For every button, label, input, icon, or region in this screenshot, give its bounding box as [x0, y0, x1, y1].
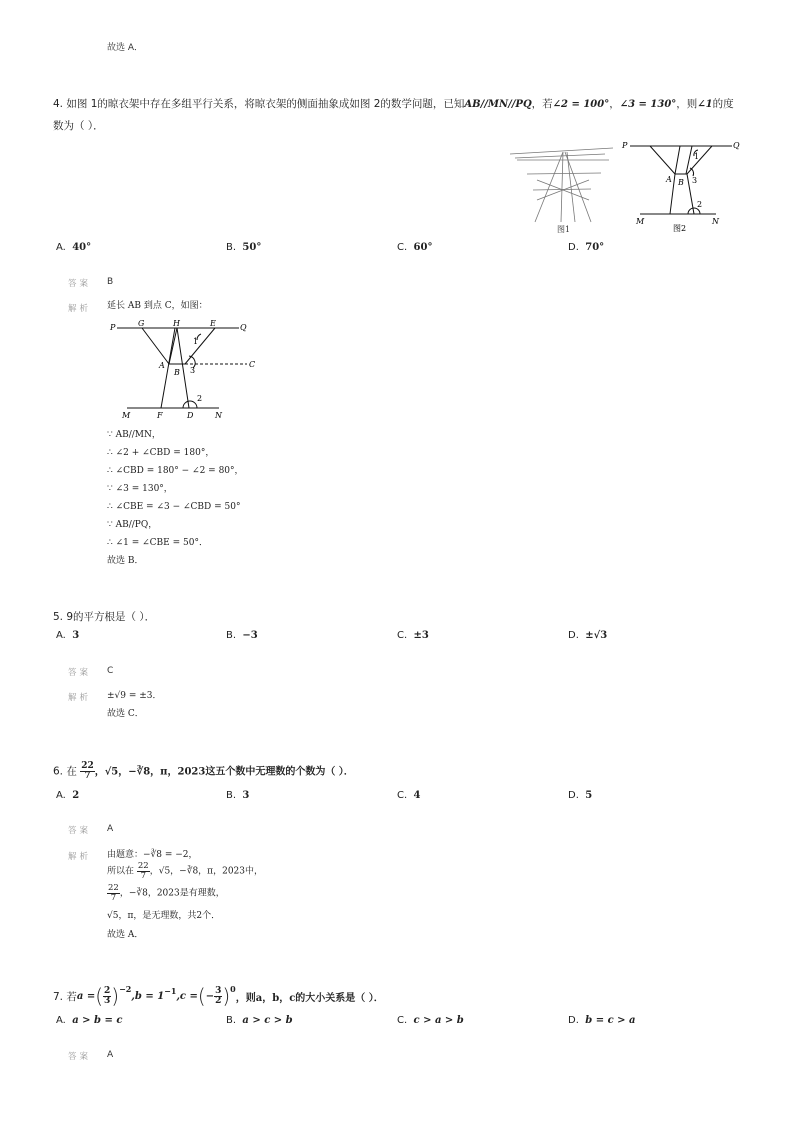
q7-c-exponent: 0 — [230, 984, 236, 994]
q4-stem-line2: 数为（ ）． — [53, 120, 104, 132]
q4-answer-label: 答案 — [68, 279, 92, 289]
q4-fig1-caption: 图1 — [557, 225, 571, 234]
q6-rest: ，√5，−∛8，π，2023这五个数中无理数的个数为（ ）． — [94, 766, 354, 778]
denominator: 7 — [140, 870, 147, 881]
q4-angle2: ∠2 = 100° — [552, 99, 610, 110]
q4-fig2-label-m: M — [636, 217, 645, 226]
q7-b-expr: ,b = 1 — [131, 990, 165, 1002]
solution-line: 故选 C． — [107, 709, 144, 719]
numerator: 2 — [104, 985, 111, 996]
q6-solution-line5: 故选 A． — [107, 930, 144, 940]
sol-label-n: N — [215, 411, 222, 420]
q7-c-expr: ,c = — [176, 990, 198, 1002]
option-key: B. — [226, 1015, 237, 1026]
sol-label-p: P — [110, 323, 116, 332]
numerator: 22 — [137, 861, 149, 871]
solution-line: ∵ ∠3 = 130°， — [107, 484, 173, 494]
sol-label-1: 1 — [193, 337, 199, 346]
q4-text-b: ，若 — [531, 98, 553, 110]
q6-solution-line2 — [107, 862, 263, 881]
option-key: D. — [568, 242, 579, 253]
q6-answer: A — [107, 824, 114, 834]
option-value: −3 — [242, 630, 258, 641]
q4-solution-intro: 延长 AB 到点 C，如图： — [107, 301, 208, 311]
q4-fig2-label-q: Q — [733, 141, 740, 150]
denominator: 3 — [104, 995, 111, 1006]
q7-stem — [53, 984, 384, 1008]
q4-figure2 — [620, 136, 745, 234]
q7-a-fraction — [103, 987, 111, 1006]
sol-label-h: H — [173, 319, 180, 328]
q4-fig2-caption: 图2 — [673, 224, 687, 233]
q5-option-c[interactable] — [397, 630, 429, 641]
q7-option-a[interactable] — [56, 1015, 122, 1026]
q5-stem: 5. 9的平方根是（ ）． — [53, 611, 156, 623]
solution-line: ∴ ∠1 = ∠CBE = 50°． — [107, 538, 208, 548]
option-key: D. — [568, 790, 579, 801]
q4-fig2-label-a: A — [666, 175, 672, 184]
option-value: c > a > b — [413, 1015, 464, 1026]
option-key: C. — [397, 790, 408, 801]
q4-analysis-label: 解析 — [68, 304, 92, 314]
q7-pre: 7. 若 — [53, 990, 77, 1003]
option-key: B. — [226, 242, 237, 253]
option-key: C. — [397, 630, 408, 641]
q4-fig2-label-n: N — [712, 217, 719, 226]
q7-answer: A — [107, 1050, 114, 1060]
q4-sep: ， — [609, 98, 620, 110]
prev-answer-line: 故选 A． — [107, 43, 144, 53]
q6-pre: 6. 在 — [53, 765, 77, 778]
sol-text: ，−∛8，2023是有理数， — [119, 888, 225, 899]
q6-option-d[interactable] — [568, 790, 592, 801]
numerator: 22 — [108, 883, 119, 893]
q6-option-b[interactable] — [226, 790, 249, 801]
q5-solution — [107, 687, 162, 723]
denominator: 2 — [215, 995, 222, 1006]
option-key: A. — [56, 790, 66, 801]
q5-answer: C — [107, 666, 114, 676]
sol-label-q: Q — [240, 323, 247, 332]
option-key: C. — [397, 242, 408, 253]
option-value: 50° — [242, 242, 262, 253]
solution-line: 故选 B． — [107, 556, 144, 566]
option-value: 2 — [72, 790, 80, 801]
q4-fig2-label-3: 3 — [692, 176, 698, 185]
sol-label-c: C — [249, 360, 256, 369]
q6-solution-line1: 由题意：−∛8 = −2， — [107, 850, 198, 860]
sol-fraction — [137, 862, 150, 880]
q4-option-b[interactable] — [226, 242, 261, 253]
option-value: 70° — [585, 242, 605, 253]
q4-solution-lines — [107, 426, 244, 570]
sol-label-d: D — [187, 411, 194, 420]
q7-answer-label: 答案 — [68, 1052, 92, 1062]
sol-label-m: M — [122, 411, 131, 420]
option-value: 4 — [413, 790, 421, 801]
solution-line: ∵ AB//PQ， — [107, 520, 158, 530]
solution-line: ∵ AB//MN， — [107, 430, 161, 440]
option-key: B. — [226, 630, 237, 641]
paren-close: ) — [222, 984, 231, 1008]
q5-analysis-label: 解析 — [68, 693, 92, 703]
sol-text: ，√5，−∛8，π，2023中， — [149, 866, 264, 877]
q6-analysis-label: 解析 — [68, 852, 92, 862]
option-key: A. — [56, 630, 66, 641]
q4-answer: B — [107, 277, 114, 287]
option-value: a > c > b — [242, 1015, 293, 1026]
sol-label-b: B — [174, 368, 180, 377]
q7-b-exponent: −1 — [164, 986, 177, 996]
option-value: 3 — [72, 630, 80, 641]
option-value: 40° — [72, 242, 92, 253]
q6-solution-line4: √5，π，是无理数，共2个． — [107, 911, 221, 921]
option-value: 3 — [242, 790, 250, 801]
q4-option-c[interactable] — [397, 242, 432, 253]
option-key: D. — [568, 630, 579, 641]
q6-option-a[interactable] — [56, 790, 79, 801]
q6-option-c[interactable] — [397, 790, 421, 801]
sol-label-3: 3 — [190, 366, 196, 375]
q7-a-exponent: −2 — [119, 984, 132, 994]
option-key: D. — [568, 1015, 579, 1026]
option-value: ±3 — [413, 630, 429, 641]
option-key: B. — [226, 790, 237, 801]
q5-option-b[interactable] — [226, 630, 258, 641]
solution-line: ±√9 = ±3． — [107, 691, 162, 701]
option-key: C. — [397, 1015, 408, 1026]
paren-close: ) — [111, 984, 120, 1008]
denominator: 7 — [110, 892, 117, 903]
option-value: b = c > a — [585, 1015, 636, 1026]
numerator: 3 — [215, 985, 222, 996]
q4-text-c: ，则 — [676, 98, 698, 110]
q7-option-b[interactable] — [226, 1015, 293, 1026]
q6-answer-label: 答案 — [68, 826, 92, 836]
q4-text-d: 的度 — [712, 98, 734, 110]
sol-fraction — [107, 884, 120, 902]
q6-fraction — [80, 762, 95, 781]
q7-c-fraction — [214, 987, 222, 1006]
q5-option-d[interactable] — [568, 630, 607, 641]
q4-stem-line1 — [53, 96, 734, 111]
q7-option-d[interactable] — [568, 1015, 636, 1026]
option-value: 60° — [413, 242, 433, 253]
q4-condition: AB//MN//PQ — [464, 99, 532, 110]
paren-open: ( — [197, 984, 206, 1008]
q4-fig2-label-b: B — [678, 178, 684, 187]
sol-label-e: E — [210, 319, 216, 328]
q4-fig2-label-2: 2 — [697, 200, 703, 209]
q5-option-a[interactable] — [56, 630, 79, 641]
sol-label-f: F — [157, 411, 163, 420]
q7-post: ，则a，b，c的大小关系是（ ）． — [235, 992, 384, 1004]
q4-option-a[interactable] — [56, 242, 91, 253]
q4-fig2-label-1: 1 — [694, 152, 700, 161]
q4-option-d[interactable] — [568, 242, 604, 253]
paren-open: ( — [95, 984, 104, 1008]
option-key: A. — [56, 242, 66, 253]
q4-fig2-label-p: P — [622, 141, 628, 150]
q7-option-c[interactable] — [397, 1015, 464, 1026]
denominator: 7 — [84, 771, 91, 781]
q6-solution-line3 — [107, 884, 225, 903]
solution-line: ∴ ∠CBE = ∠3 − ∠CBD = 50° — [107, 502, 241, 512]
solution-line: ∴ ∠CBD = 180° − ∠2 = 80°， — [107, 466, 244, 476]
q4-angle3: ∠3 = 130° — [619, 99, 677, 110]
option-value: a > b = c — [72, 1015, 123, 1026]
q5-answer-label: 答案 — [68, 668, 92, 678]
q4-figure1 — [505, 140, 617, 235]
sol-label-a: A — [159, 361, 165, 370]
solution-line: ∴ ∠2 + ∠CBD = 180°， — [107, 448, 215, 458]
option-value: 5 — [585, 790, 593, 801]
numerator: 22 — [81, 761, 94, 771]
sol-text: 所以在 — [107, 866, 135, 877]
q4-angle1: ∠1 — [697, 99, 713, 110]
q7-c-sign: − — [205, 990, 215, 1002]
q4-text-a: 4. 如图 1的晾衣架中存在多组平行关系，将晾衣架的侧面抽象成如图 2的数学问题，已知 — [53, 98, 465, 110]
sol-label-2: 2 — [197, 394, 203, 403]
sol-label-g: G — [138, 319, 145, 328]
q4-solution-figure — [107, 316, 267, 424]
q7-a-expr: a = — [76, 990, 96, 1002]
option-key: A. — [56, 1015, 66, 1026]
option-value: ±√3 — [585, 630, 608, 641]
q6-stem — [53, 762, 354, 781]
